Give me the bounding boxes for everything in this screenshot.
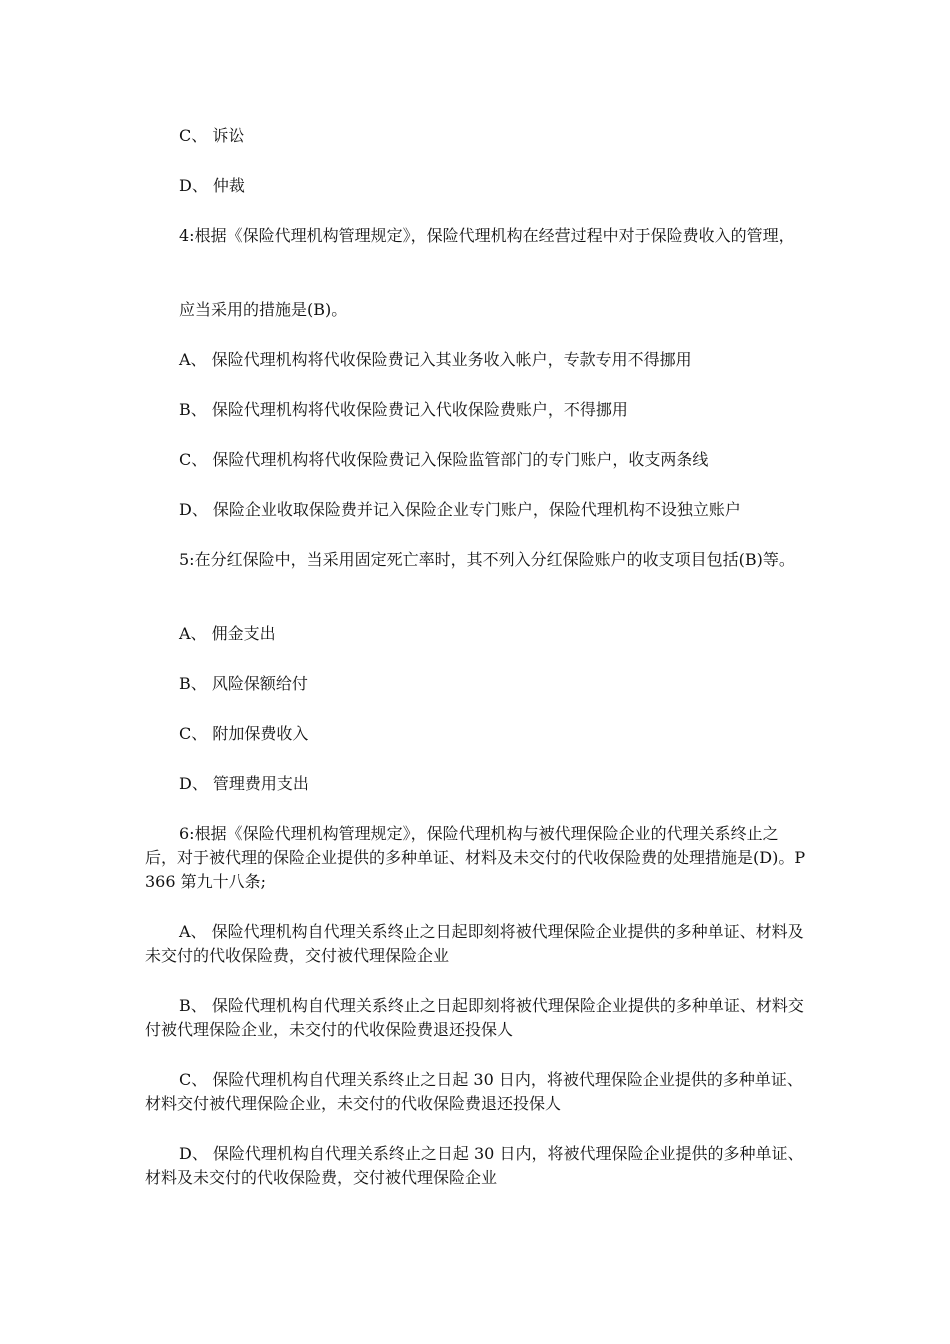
option-d-q6: D、 保险代理机构自代理关系终止之日起 30 日内，将被代理保险企业提供的多种单证、材料及未交付的代收保险费，交付被代理保险企业 [145,1144,804,1187]
question-6: 6:根据《保险代理机构管理规定》，保险代理机构与被代理保险企业的代理关系终止之后，对于被代理的保险企业提供的多种单证、材料及未交付的代收保险费的处理措施是(D)。P366 第九十八条; [145,824,806,891]
option-a-q4: A、 保险代理机构将代收保险费记入其业务收入帐户，专款专用不得挪用 [179,350,692,369]
option-a-q6: A、 保险代理机构自代理关系终止之日起即刻将被代理保险企业提供的多种单证、材料及未交付的代收保险费，交付被代理保险企业 [145,922,804,965]
option-d-q3: D、 仲裁 [179,176,245,195]
question-5: 5:在分红保险中，当采用固定死亡率时，其不列入分红保险账户的收支项目包括(B)等。 [179,550,795,569]
option-c-q3: C、 诉讼 [179,126,245,145]
option-c-q6: C、 保险代理机构自代理关系终止之日起 30 日内，将被代理保险企业提供的多种单证、材料交付被代理保险企业，未交付的代收保险费退还投保人 [145,1070,803,1113]
option-d-q4: D、 保险企业收取保险费并记入保险企业专门账户，保险代理机构不设独立账户 [179,500,741,519]
option-b-q4: B、 保险代理机构将代收保险费记入代收保险费账户，不得挪用 [179,400,628,419]
option-c-q4: C、 保险代理机构将代收保险费记入保险监管部门的专门账户，收支两条线 [179,450,709,469]
question-4-continuation: 应当采用的措施是(B)。 [179,300,348,319]
option-b-q5: B、 风险保额给付 [179,674,308,693]
option-b-q6: B、 保险代理机构自代理关系终止之日起即刻将被代理保险企业提供的多种单证、材料交付被代理保险企业，未交付的代收保险费退还投保人 [145,996,804,1039]
option-d-q5: D、 管理费用支出 [179,774,309,793]
option-c-q5: C、 附加保费收入 [179,724,309,743]
option-a-q5: A、 佣金支出 [179,624,276,643]
question-4: 4:根据《保险代理机构管理规定》，保险代理机构在经营过程中对于保险费收入的管理， [179,226,795,245]
